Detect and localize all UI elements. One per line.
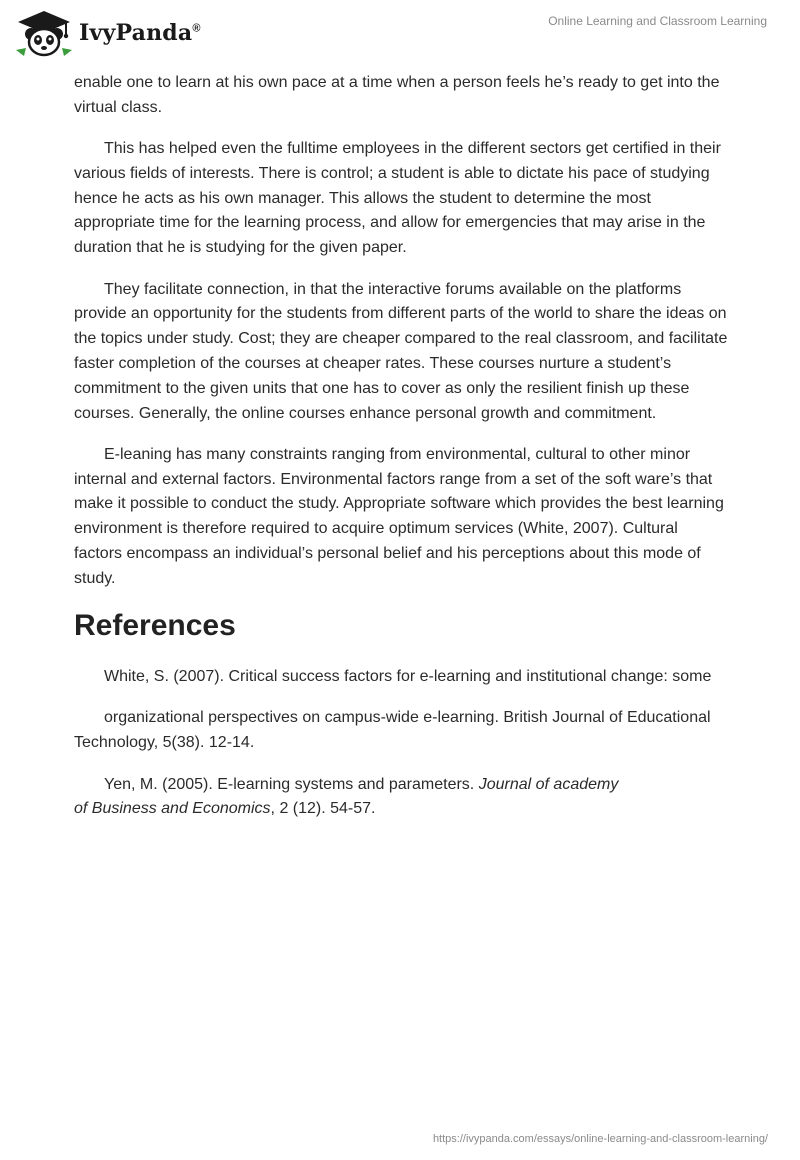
reference-yen-journal-line1: Journal of academy	[478, 775, 619, 793]
reference-yen	[74, 773, 730, 823]
reference-white-part1: White, S. (2007). Critical success factors for e-learning and institutional change: some	[104, 668, 712, 686]
essay-content	[74, 71, 730, 839]
panda-graduate-icon	[14, 8, 74, 58]
paragraph-1: enable one to learn at his own pace at a time when a person feels he’s ready to get into the virtual class.	[74, 74, 720, 116]
reference-yen-journal-line2: of Business and Economics	[74, 800, 271, 818]
paragraph-2: This has helped even the fulltime employees in the different sectors get certified in their various fields of interests. There is control; a student is able to dictate his pace of studying hence he acts as his own manager. This allows the student to determine the most appropriate time for the learning process, and allow for emergencies that may arise in the duration that he is studying for the given paper.	[74, 140, 721, 257]
source-url[interactable]: https://ivypanda.com/essays/online-learning-and-classroom-learning/	[432, 1133, 768, 1145]
reference-white-part2: organizational perspectives on campus-wide e-learning. British Journal of Educational Technology, 5(38). 12-14.	[74, 709, 711, 752]
registered-mark: ®	[192, 22, 201, 35]
paragraph-3: They facilitate connection, in that the interactive forums available on the platforms provide an opportunity for the students from different parts of the world to share the ideas on the topics under study. Cost; they are cheaper compared to the real classroom, and facilitate faster completion of the courses at cheaper rates. These courses nurture a student’s commitment to the given units that one has to cover as only the resilient finish up these courses. Generally, the online courses enhance personal growth and commitment.	[74, 280, 728, 422]
reference-yen-text: Yen, M. (2005). E-learning systems and parameters.	[104, 775, 479, 793]
document-title: Online Learning and Classroom Learning	[548, 14, 767, 28]
brand-logo[interactable]	[14, 8, 201, 58]
reference-yen-details: , 2 (12). 54-57.	[270, 800, 376, 818]
brand-name: IvyPanda®	[79, 20, 201, 46]
paragraph-4: E-leaning has many constraints ranging from environmental, cultural to other minor internal and external factors. Environmental factors range from a set of the soft ware’s that make it possible to conduct the study. Appropriate software which provides the best learning environment is therefore required to acquire optimum services (White, 2007). Cultural factors encompass an individual’s personal belief and his perceptions about this mode of study.	[74, 445, 724, 587]
references-heading: References	[74, 609, 236, 643]
page-header	[0, 0, 800, 70]
